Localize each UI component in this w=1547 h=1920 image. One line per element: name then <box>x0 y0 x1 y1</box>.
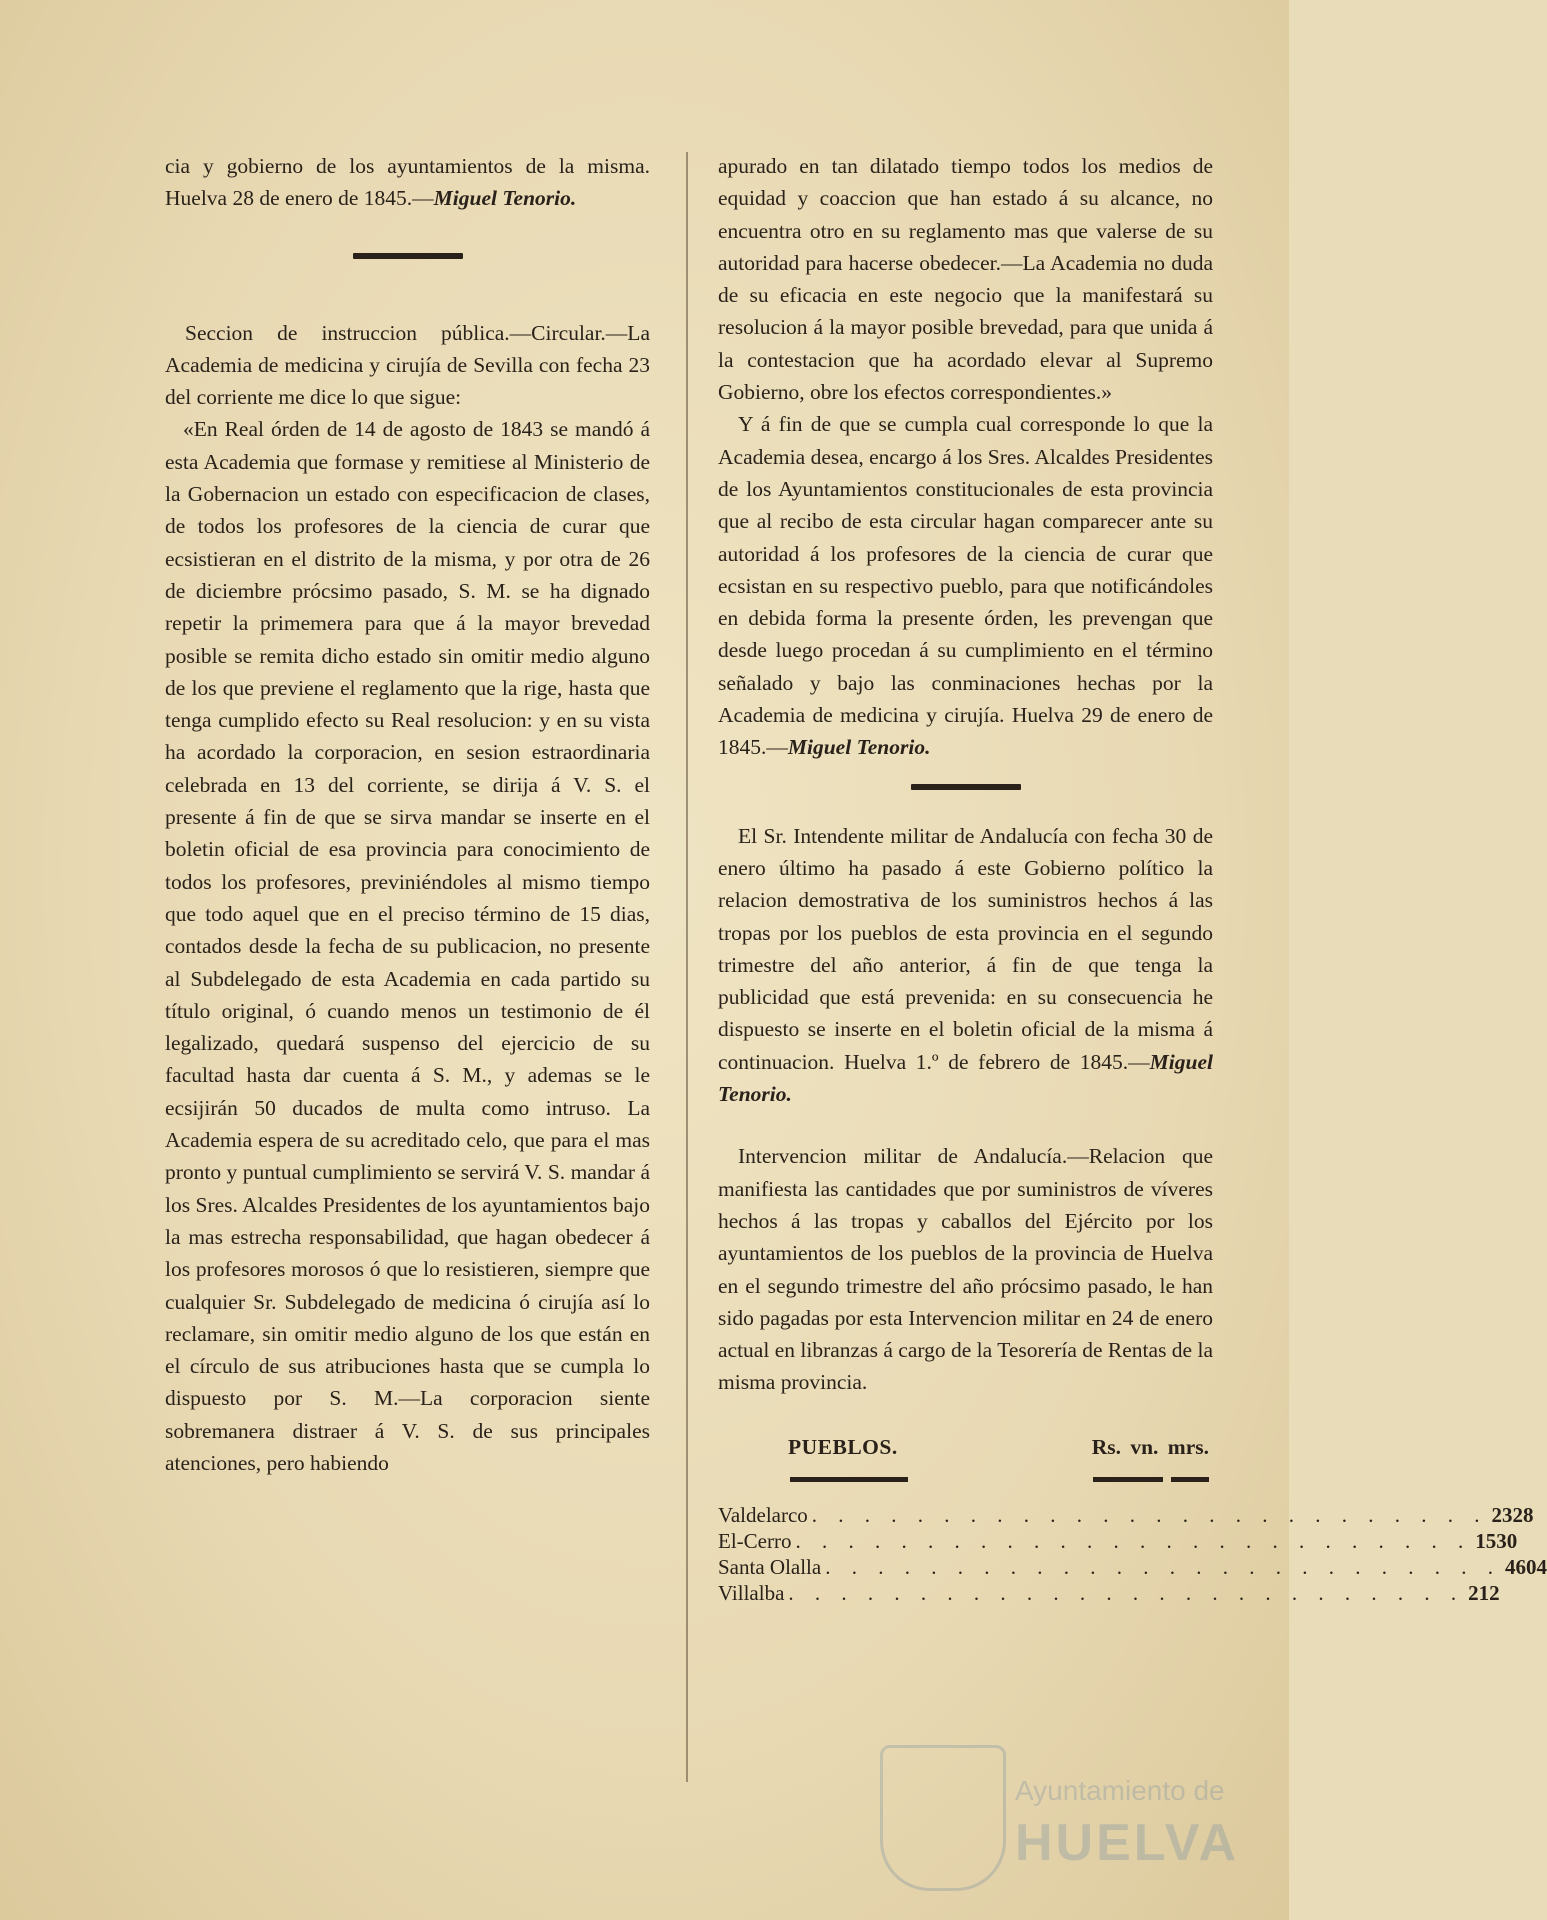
table-row <box>718 1554 1547 1580</box>
order-signature: Miguel Tenorio. <box>787 735 931 760</box>
row-name: Santa Olalla <box>718 1554 822 1579</box>
continuation-paragraph: apurado en tan dilatado tiempo todos los medios de equidad y coaccion que han estado á su alcance, no encuentra otro en su reglamento mas que valerse de su autoridad para hacerse obedecer.—La Academia no duda de su eficacia en este negocio que la manifestará su resolucion á la mayor posible brevedad, para que unida á la contestacion que ha acordado elevar al Supremo Gobierno, obre los efectos correspondientes.» <box>718 154 1213 405</box>
table-row <box>718 1502 1534 1528</box>
row-mrs: 28 <box>1512 1502 1534 1527</box>
rule-units <box>1093 1477 1209 1482</box>
intro-paragraph <box>165 150 650 215</box>
section-divider <box>911 784 1021 790</box>
row-rs: 460 <box>1504 1554 1537 1579</box>
order-text: Y á fin de que se cumpla cual corresponde lo que la Academia desea, encargo á los Sres. Alcaldes Presidentes de los Ayuntamientos constitucionales de esta provincia que al recibo de esta circular hagan comparecer ante su autoridad á los profesores de la ciencia de curar que ecsistan en su respectivo pueblo, para que notificándoles en debida forma la presente órden, les prevengan que desde luego procedan á su cumplimiento en el término señalado y bajo las conminaciones hechas por la Academia de medicina y cirujía. Huelva 29 de enero de 1845.— <box>718 412 1213 760</box>
leader-dots: . . . . . . . . . . . . . . . . . . . . . . . . . . <box>788 1580 1465 1605</box>
table-row <box>718 1580 1500 1606</box>
leader-dots: . . . . . . . . . . . . . . . . . . . . . . . . . . <box>825 1554 1501 1579</box>
rule-pueblos <box>790 1477 908 1482</box>
intendente-signature: Miguel Tenorio. <box>718 1049 1213 1107</box>
row-mrs: 30 <box>1496 1528 1518 1553</box>
intro-signature: Miguel Tenorio. <box>433 186 577 211</box>
row-rs: 23 <box>1491 1502 1513 1527</box>
watermark-line2: HUELVA <box>1015 1814 1240 1872</box>
quote-paragraph: «En Real órden de 14 de agosto de 1843 se mandó á esta Academia que formase y remitiese al Ministerio de la Gobernacion un estado con especificacion de clases, de todos los profesores de la ciencia de curar que ecsistieran en el distrito de la misma, y por otra de 26 de diciembre prócsimo pasado, S. M. se ha dignado repetir la primemera para que á la mayor brevedad posible se remita dicho estado sin omitir medio alguno de los que previene el reglamento que la rige, hasta que tenga cumplido efecto su Real resolucion: y en su vista ha acordado la corporacion, en sesion estraordinaria celebrada en 13 del corriente, se dirija á V. S. el presente á fin de que se sirva mandar se inserte en el boletin oficial de esa provincia para conocimiento de todos los profesores, previniéndoles al mismo tiempo que todo aquel que en el preciso término de 15 dias, contados desde la fecha de su publicacion, no presente al Subdelegado de esta Academia en cada partido su título original, ó cuando menos un testimonio de él legalizado, quedará suspenso del ejercicio de su facultad hasta dar cuenta á S. M., y ademas se le ecsijirán 50 ducados de multa como intruso. La Academia espera de su acreditado celo, que para el mas pronto y puntual cumplimiento se servirá V. S. mandar á los Sres. Alcaldes Presidentes de los ayuntamientos bajo la mas estrecha responsabilidad, que hagan obedecer á los profesores morosos ó que lo resistieren, siempre que cualquier Sr. Subdelegado de medicina ó cirujía así lo reclamare, sin omitir medio alguno de los que están en el círculo de sus atribuciones hasta que se cumpla lo dispuesto por S. M.—La corporacion siente sobremanera distraer á V. S. de sus principales atenciones, pero habiendo <box>165 417 650 1475</box>
header-units: Rs. vn. mrs. <box>1091 1434 1209 1459</box>
row-name: Villalba <box>718 1580 785 1605</box>
left-column <box>165 150 650 1479</box>
intendente-paragraph <box>718 820 1213 1111</box>
right-column <box>718 150 1547 1606</box>
header-pueblos: PUEBLOS. <box>788 1434 898 1459</box>
table-header <box>718 1431 1213 1463</box>
leader-dots: . . . . . . . . . . . . . . . . . . . . . . . . . . <box>811 1502 1488 1527</box>
row-name: Valdelarco <box>718 1502 808 1527</box>
column-divider <box>686 152 688 1782</box>
leader-dots: . . . . . . . . . . . . . . . . . . . . . . . . . . <box>795 1528 1472 1553</box>
row-name: El-Cerro <box>718 1528 792 1553</box>
coat-of-arms-icon <box>880 1745 1006 1891</box>
row-mrs: 4 <box>1536 1554 1547 1579</box>
row-rs: 15 <box>1475 1528 1497 1553</box>
order-paragraph <box>718 408 1213 763</box>
section-divider <box>353 253 463 259</box>
table-header-rules <box>718 1477 1213 1482</box>
archive-watermark <box>880 1745 1240 1895</box>
table-row <box>718 1528 1518 1554</box>
pueblos-table <box>718 1502 1547 1606</box>
circular-paragraph: Seccion de instruccion pública.—Circular.—La Academia de medicina y cirujía de Sevilla con fecha 23 del corriente me dice lo que sigue: <box>165 320 650 410</box>
row-rs: 2 <box>1468 1580 1479 1605</box>
watermark-line1: Ayuntamiento de <box>1015 1775 1225 1806</box>
intro-text: cia y gobierno de los ayuntamientos de la misma. Huelva 28 de enero de 1845.— <box>165 154 650 211</box>
row-mrs: 12 <box>1478 1580 1500 1605</box>
intendente-text: El Sr. Intendente militar de Andalucía con fecha 30 de enero último ha pasado á este Gobierno político la relacion demostrativa de los suministros hechos á las tropas por los pueblos de esta provincia en el segundo trimestre del año anterior, á fin de que tenga la publicidad que está prevenida: en su consecuencia he dispuesto se inserte en el boletin oficial de la misma á continuacion. Huelva 1.º de febrero de 1845.— <box>718 823 1213 1074</box>
intervencion-paragraph: Intervencion militar de Andalucía.—Relacion que manifiesta las cantidades que por suministros de víveres hechos á las tropas y caballos del Ejército por los ayuntamientos de los pueblos de la provincia de Huelva en el segundo trimestre del año prócsimo pasado, le han sido pagadas por esta Intervencion militar en 24 de enero actual en libranzas á cargo de la Tesorería de Rentas de la misma provincia. <box>718 1144 1213 1395</box>
